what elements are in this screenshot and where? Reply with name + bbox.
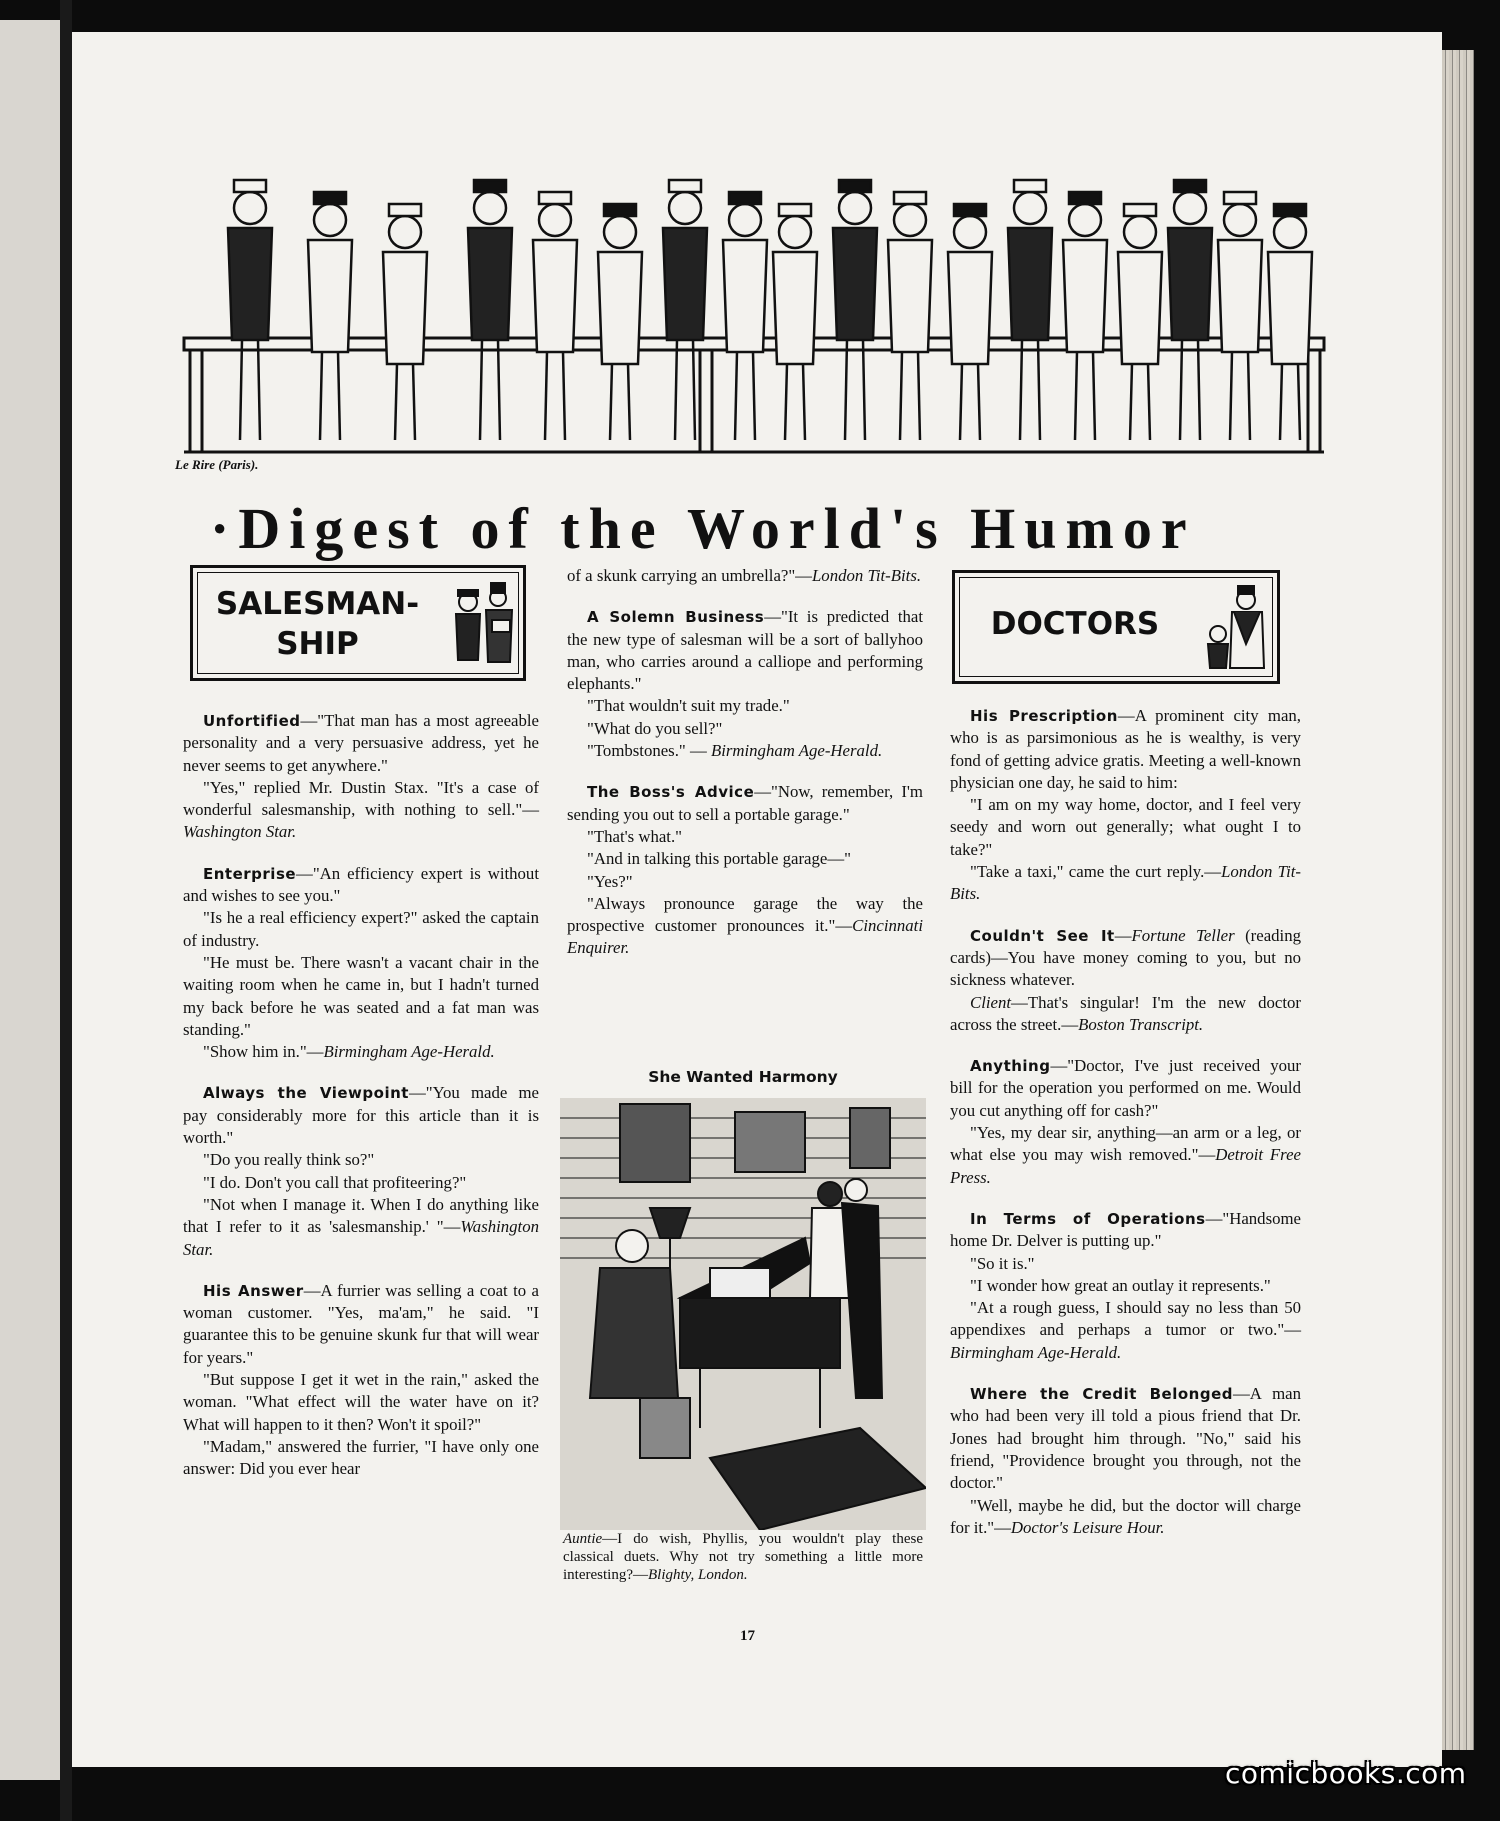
doctor-patient-sketch-icon	[1200, 584, 1270, 672]
cartoon-caption	[563, 1530, 923, 1584]
source-credit: Detroit Free Press.	[950, 1145, 1301, 1187]
dialogue-paragraph	[183, 1041, 539, 1063]
joke-heading: The Boss's Advice	[587, 783, 755, 802]
paragraph-text: (reading cards)—You have money coming to you, but no sickness whatever.	[950, 925, 1301, 990]
paragraph-text: of a skunk carrying an umbrella?"—	[567, 566, 812, 585]
joke-heading: His Answer	[203, 1281, 304, 1300]
paragraph-text: "I wonder how great an outlay it represents."	[970, 1275, 1271, 1295]
joke-heading: Where the Credit Belonged	[970, 1385, 1233, 1404]
dialogue-paragraph	[950, 1253, 1301, 1275]
dialogue-paragraph	[183, 777, 539, 844]
source-credit: London Tit-Bits.	[811, 566, 922, 585]
joke-paragraph	[567, 606, 923, 695]
paragraph-text: —"That man has a most agreeable personality and a very persuasive address, yet he never seems to get anywhere."	[183, 711, 539, 775]
paragraph-text: —"You made me pay considerably more for this article than it is worth."	[183, 1083, 539, 1148]
paragraph-text: "Is he a real efficiency expert?" asked the captain of industry.	[183, 908, 539, 950]
crowd-figure	[1063, 192, 1107, 440]
paragraph-text: "Yes?"	[587, 871, 633, 891]
dialogue-paragraph	[183, 1172, 539, 1194]
joke-paragraph	[183, 1082, 539, 1149]
paragraph-text: "Well, maybe he did, but the doctor will charge for it."—	[950, 1495, 1301, 1537]
speaker-label: Fortune Teller	[1131, 925, 1235, 945]
paragraph-text: "Tombstones." —	[587, 741, 711, 761]
column-salesmanship-1	[183, 710, 539, 1481]
dialogue-paragraph	[183, 907, 539, 952]
page-stack-edges	[1442, 50, 1474, 1750]
dialogue-paragraph	[183, 952, 539, 1041]
dialogue-paragraph	[950, 1275, 1301, 1297]
joke-heading: A Solemn Business	[587, 608, 765, 627]
paragraph-text: "What do you sell?"	[587, 718, 723, 738]
source-credit: London Tit-Bits.	[950, 862, 1301, 904]
joke-heading: In Terms of Operations	[970, 1209, 1206, 1228]
joke-heading: Anything	[970, 1057, 1051, 1076]
paragraph-text: "Do you really think so?"	[203, 1150, 375, 1170]
paragraph-text: —"Now, remember, I'm sending you out to sell a portable garage."	[567, 782, 923, 824]
crowd-figure	[383, 204, 427, 440]
crowd-figure	[1218, 192, 1262, 440]
joke-paragraph	[950, 1383, 1301, 1494]
paragraph-text: —"It is predicted that the new type of salesman will be a sort of ballyhoo man, who carries around a calliope and performing elephants."	[567, 607, 923, 694]
joke-heading: Unfortified	[203, 712, 301, 730]
paragraph-text: "At a rough guess, I should say no less than 50 appendixes and perhaps a tumor or two."—	[950, 1298, 1301, 1340]
dialogue-paragraph	[567, 871, 923, 893]
adjacent-page-edge	[0, 20, 60, 1780]
source-credit: Washington Star.	[183, 822, 297, 842]
crowd-figure	[1118, 204, 1162, 440]
source-credit: Birmingham Age-Herald.	[950, 1342, 1122, 1362]
joke-heading: Enterprise	[203, 864, 297, 883]
piano-duet-cartoon	[560, 1098, 926, 1530]
crowd-figure	[598, 204, 642, 440]
dialogue-paragraph	[567, 695, 923, 717]
cartoon-title: She Wanted Harmony	[648, 1068, 838, 1086]
joke-paragraph	[950, 925, 1301, 992]
book-gutter	[60, 0, 72, 1821]
crowd-figure	[468, 180, 512, 440]
caption-source: Blighty, London.	[647, 1567, 748, 1583]
joke-paragraph	[183, 710, 539, 777]
joke-paragraph	[950, 705, 1301, 794]
salesmanship-label-1: SALESMAN-	[215, 586, 420, 622]
salesmen-sketch-icon	[448, 580, 520, 670]
joke-paragraph	[950, 1208, 1301, 1253]
caption-text: —I do wish, Phyllis, you wouldn't play these classical duets. Why not try something a little more interesting?—	[563, 1531, 923, 1583]
paragraph-text: "Yes, my dear sir, anything—an arm or a leg, or what else you may wish removed."—	[950, 1123, 1301, 1165]
paragraph-text: "But suppose I get it wet in the rain," asked the woman. "What effect will the water have on it? What will happen to it then? Won't it spoil?"	[183, 1370, 539, 1434]
paragraph-text: —"Handsome home Dr. Delver is putting up."	[950, 1208, 1301, 1251]
paragraph-text: "Madam," answered the furrier, "I have only one answer: Did you ever hear	[183, 1436, 539, 1479]
dialogue-paragraph	[183, 1436, 539, 1481]
dialogue-paragraph	[183, 1149, 539, 1171]
paragraph-text: "Show him in."—	[203, 1042, 324, 1062]
dialogue-paragraph	[950, 1495, 1301, 1540]
paragraph-text: "I am on my way home, doctor, and I feel very seedy and worn out generally; what ought I to take?"	[950, 795, 1301, 859]
crowd-figure	[533, 192, 577, 440]
source-credit: Birmingham Age-Herald.	[710, 741, 883, 761]
dialogue-paragraph	[950, 794, 1301, 861]
dialogue-paragraph	[950, 992, 1301, 1037]
crowd-figure	[1168, 180, 1212, 440]
column-doctors	[950, 705, 1301, 1539]
dialogue-paragraph	[567, 826, 923, 848]
paragraph-text: —	[1114, 925, 1132, 945]
paragraph-text: "That wouldn't suit my trade."	[587, 696, 790, 716]
joke-paragraph	[950, 1055, 1301, 1122]
joke-paragraph	[183, 863, 539, 908]
paragraph-text: —A prominent city man, who is as parsimonious as he is wealthy, is very fond of getting advice gratis. Meeting a well-known physician one day, he said to him:	[950, 706, 1301, 792]
paragraph-text: "Yes," replied Mr. Dustin Stax. "It's a case of wonderful salesmanship, with nothing to sell."—	[183, 777, 539, 820]
dialogue-paragraph	[567, 565, 923, 587]
doctors-label: DOCTORS	[990, 606, 1160, 642]
crowd-figure	[773, 204, 817, 440]
paragraph-text: —"An efficiency expert is without and wishes to see you."	[183, 863, 539, 906]
paragraph-text: "And in talking this portable garage—"	[587, 849, 851, 869]
source-credit: Cincinnati Enquirer.	[567, 916, 923, 958]
salesmanship-label-2: SHIP	[276, 626, 359, 662]
source-credit: Boston Transcript.	[1078, 1014, 1204, 1034]
paragraph-text: "Always pronounce garage the way the prospective customer pronounces it."—	[567, 893, 923, 936]
crowd-figure	[833, 180, 877, 440]
paragraph-text: "Not when I manage it. When I do anything like that I refer to it as 'salesmanship.' "—	[183, 1194, 539, 1237]
dialogue-paragraph	[567, 893, 923, 960]
dialogue-paragraph	[567, 740, 923, 762]
crowd-figure	[948, 204, 992, 440]
joke-heading: His Prescription	[970, 707, 1118, 725]
page-title: ·Digest of the World's Humor	[210, 496, 1196, 561]
dialogue-paragraph	[567, 848, 923, 870]
crowd-figure	[723, 192, 767, 440]
speaker-label: Client	[970, 992, 1012, 1012]
paragraph-text: —"Doctor, I've just received your bill for the operation you performed on me. Would you cut anything off for cash?"	[950, 1056, 1301, 1120]
dialogue-paragraph	[183, 1194, 539, 1261]
source-credit: Birmingham Age-Herald.	[323, 1042, 495, 1062]
dialogue-paragraph	[950, 861, 1301, 906]
source-credit: Washington Star.	[183, 1217, 539, 1259]
dialogue-paragraph	[950, 1122, 1301, 1189]
column-salesmanship-2	[567, 565, 923, 960]
crowd-figure	[1008, 180, 1052, 440]
joke-heading: Always the Viewpoint	[203, 1084, 409, 1103]
paragraph-text: —A man who had been very ill told a pious friend that Dr. Jones had brought him through. "No," said his friend, "Providence brought you through, not the doctor."	[950, 1384, 1302, 1493]
art-credit: Le Rire (Paris).	[175, 457, 259, 472]
paragraph-text: —A furrier was selling a coat to a woman customer. "Yes, ma'am," he said. "I guarantee this to be genuine skunk fur that will wear for years."	[183, 1280, 539, 1367]
paragraph-text: "That's what."	[587, 826, 683, 846]
source-credit: Doctor's Leisure Hour.	[1010, 1517, 1165, 1537]
page-number: 17	[740, 1628, 755, 1644]
paragraph-text: "He must be. There wasn't a vacant chair in the waiting room when he came in, but I hadn't turned my back before he was seated and a fat man was standing."	[183, 952, 539, 1039]
crowd-figure	[228, 180, 272, 440]
crowd-figure	[888, 192, 932, 440]
paragraph-text: "I do. Don't you call that profiteering?"	[203, 1172, 467, 1192]
joke-paragraph	[183, 1280, 539, 1369]
crowd-figure	[308, 192, 352, 440]
joke-heading: Couldn't See It	[970, 926, 1115, 945]
crowd-railing-illustration	[180, 140, 1330, 460]
caption-speaker: Auntie	[563, 1531, 603, 1547]
dialogue-paragraph	[950, 1297, 1301, 1364]
paragraph-text: "Take a taxi," came the curt reply.—	[970, 862, 1222, 882]
paragraph-text: "So it is."	[970, 1253, 1035, 1273]
dialogue-paragraph	[567, 718, 923, 740]
joke-paragraph	[567, 781, 923, 826]
crowd-figure	[1268, 204, 1312, 440]
paragraph-text: —That's singular! I'm the new doctor across the street.—	[950, 992, 1301, 1034]
dialogue-paragraph	[183, 1369, 539, 1436]
site-watermark: comicbooks.com	[1225, 1757, 1467, 1790]
